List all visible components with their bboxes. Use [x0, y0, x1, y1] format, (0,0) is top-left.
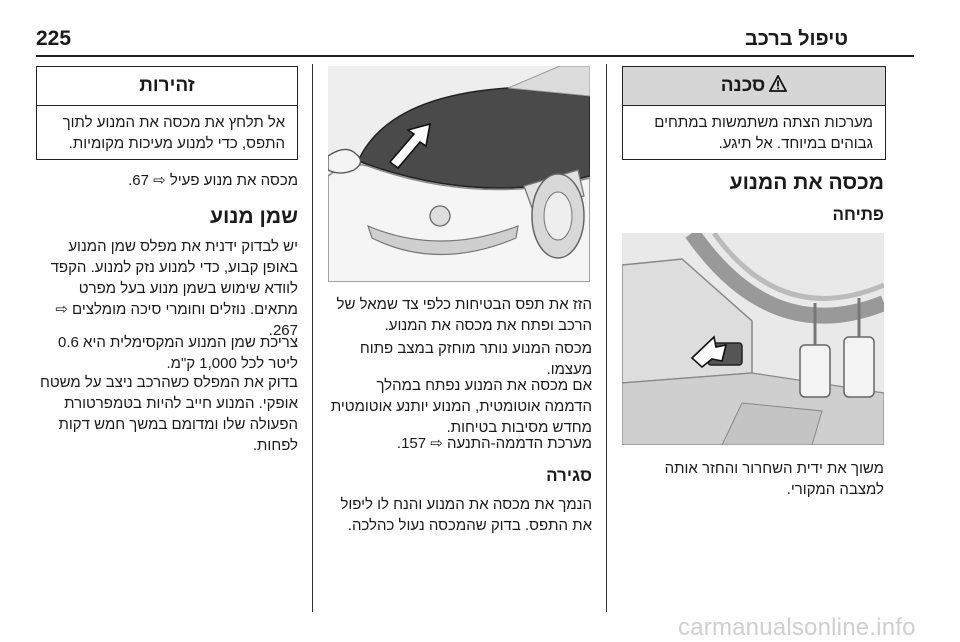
text-closing-instructions: הנמך את מכסה את המנוע והנח לו ליפול את התפס. בדוק שהמכסה נעול כהלכה. — [340, 496, 592, 534]
danger-box — [622, 66, 886, 160]
text-oil-check: יש לבדוק ידנית את מפלס שמן המנוע באופן קבוע, כדי למנוע נזק למנוע. הקפד לוודא שימוש בשמן מנוע בעל מפרט מתאים. נוזלים וחומרי סיכה מומלצים ⇨ 267. — [50, 238, 298, 339]
caution-text: אל תלחץ את מכסה את המנוע לתוך התפס, כדי למנוע מעיכות מקומיות. — [62, 114, 285, 152]
danger-title: סכנה — [720, 75, 766, 96]
section-title-engine-oil: שמן מנוע — [210, 205, 298, 228]
text-check-level-conditions: בדוק את המפלס כשהרכב ניצב על משטח אופקי. המנוע חייב להיות בטמפרטורת הפעולה שלו ומדומם במשך חמש דקות לפחות. — [39, 374, 298, 454]
page-number: 225 — [36, 27, 72, 50]
text-hood-held-open: מכסה המנוע נותר מוחזק במצב פתוח מעצמו. — [359, 340, 592, 378]
text-oil-consumption: צריכת שמן המנוע המקסימלית היא 0.6 ליטר לכל 1,000 ק"מ. — [58, 334, 298, 372]
subsection-title-closing: סגירה — [546, 466, 592, 485]
subsection-title-opening: פתיחה — [832, 205, 884, 224]
column-divider-right — [606, 64, 607, 612]
caution-box — [36, 66, 298, 160]
column-divider-left — [312, 64, 313, 612]
text-autostop-restart: אם מכסה את המנוע נפתח במהלך הדממה אוטומטית, המנוע יותנע אוטומטית מחדש מסיבות בטיחות. — [330, 377, 592, 436]
release-lever-caption: משוך את ידית השחרור והחזר אותה למצבה המקורי. — [664, 460, 884, 498]
warning-triangle-icon — [769, 75, 787, 98]
section-title-hood: מכסה את המנוע — [729, 171, 884, 194]
danger-text: מערכות הצתה משתמשות במתחים גבוהים במיוחד. אל תיגע. — [654, 114, 873, 152]
text-active-hood-reference: מכסה את מנוע פעיל ⇨ 67. — [128, 172, 298, 189]
danger-box-header — [623, 67, 885, 106]
header-rule — [36, 55, 914, 57]
watermark: carmanualsonline.info — [678, 614, 916, 641]
hood-release-lever-figure — [622, 233, 884, 445]
text-unlatch-safety: הזז את תפס הבטיחות כלפי צד שמאל של הרכב ופתח את מכסה את המנוע. — [336, 296, 592, 334]
hood-open-figure — [328, 66, 590, 282]
caution-title: זהירות — [139, 75, 195, 96]
running-title: טיפול ברכב — [744, 28, 848, 50]
caution-box-header — [37, 67, 297, 106]
text-stop-start-reference: מערכת הדממה-התנעה ⇨ 157. — [396, 435, 592, 452]
